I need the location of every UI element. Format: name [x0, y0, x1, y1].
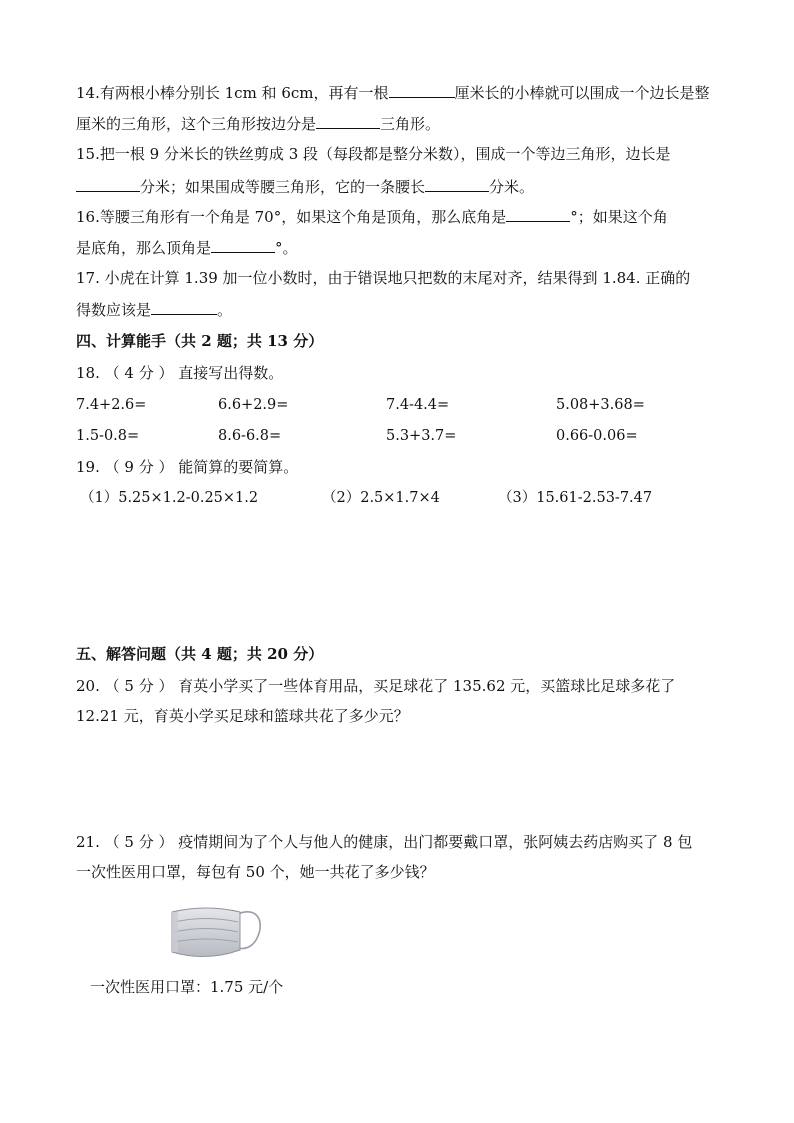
- q21-line2: 一次性医用口罩，每包有 50 个，她一共花了多少钱？: [76, 863, 435, 881]
- mask-price-caption: 一次性医用口罩：1.75 元/个: [90, 978, 284, 996]
- q18-r1-c4: 5.08+3.68=: [556, 397, 645, 413]
- q14-text-d: 三角形。: [380, 115, 441, 133]
- q14-blank-2[interactable]: [316, 113, 380, 129]
- face-mask-icon: [166, 900, 266, 966]
- q15-blank-2[interactable]: [425, 176, 489, 192]
- q20-line1: 20. （ 5 分 ） 育英小学买了一些体育用品，买足球花了 135.62 元，买篮球比足球多花了: [76, 677, 676, 695]
- q16-blank-1[interactable]: [506, 206, 570, 222]
- q18-r2-c1: 1.5-0.8=: [76, 428, 140, 444]
- q15-line2: [76, 176, 534, 197]
- q16-line1: [76, 206, 668, 227]
- q19-item-3: （3）15.61-2.53-7.47: [498, 490, 653, 506]
- q18-r2-c2: 8.6-6.8=: [218, 428, 282, 444]
- q19-item-1: （1）5.25×1.2-0.25×1.2: [80, 490, 259, 506]
- q16-line2: [76, 237, 298, 258]
- q17-blank[interactable]: [151, 299, 217, 315]
- q14-line2: [76, 113, 440, 134]
- q15-blank-1[interactable]: [76, 176, 140, 192]
- q18-r2-c4: 0.66-0.06=: [556, 428, 638, 444]
- q18-r1-c3: 7.4-4.4=: [386, 397, 450, 413]
- q15-text-c: 分米。: [489, 178, 535, 196]
- q14-blank-1[interactable]: [389, 82, 455, 98]
- q16-text-a: 16.等腰三角形有一个角是 70°，如果这个角是顶角，那么底角是: [76, 208, 507, 226]
- q15-text-b: 分米；如果围成等腰三角形，它的一条腰长: [140, 178, 426, 196]
- q14-text-a: 14.有两根小棒分别长 1cm 和 6cm，再有一根: [76, 84, 389, 102]
- q17-line1: [76, 268, 690, 288]
- q16-text-d: °。: [275, 239, 298, 257]
- q18-r1-c2: 6.6+2.9=: [218, 397, 289, 413]
- q16-blank-2[interactable]: [211, 237, 275, 253]
- q14-text-c: 厘米的三角形，这个三角形按边分是: [76, 115, 317, 133]
- q14-line1: [76, 82, 710, 103]
- q21-line1: 21. （ 5 分 ） 疫情期间为了个人与他人的健康，出门都要戴口罩，张阿姨去药店购买了 8 包: [76, 833, 693, 851]
- q17-text-a: 17. 小虎在计算 1.39 加一位小数时，由于错误地只把数的末尾对齐，结果得到 1.84. 正确的: [76, 269, 691, 287]
- q16-text-c: 是底角，那么顶角是: [76, 239, 212, 257]
- q19-title: 19. （ 9 分 ） 能简算的要简算。: [76, 458, 299, 476]
- q15-line1: [76, 144, 671, 164]
- q17-text-b: 得数应该是: [76, 301, 152, 319]
- q15-text-a: 15.把一根 9 分米长的铁丝剪成 3 段（每段都是整分米数），围成一个等边三角形，边长是: [76, 145, 671, 163]
- section5-title: 五、解答问题（共 4 题；共 20 分）: [76, 645, 324, 663]
- q16-text-b: °；如果这个角: [570, 208, 668, 226]
- q19-item-2: （2）2.5×1.7×4: [322, 490, 440, 506]
- q17-line2: [76, 299, 232, 320]
- q18-title: 18. （ 4 分 ） 直接写出得数。: [76, 364, 284, 382]
- q18-r1-c1: 7.4+2.6=: [76, 397, 147, 413]
- q18-r2-c3: 5.3+3.7=: [386, 428, 457, 444]
- q14-text-b: 厘米长的小棒就可以围成一个边长是整: [454, 84, 710, 102]
- section4-title: 四、计算能手（共 2 题；共 13 分）: [76, 332, 324, 350]
- q17-text-c: 。: [217, 301, 233, 319]
- q20-line2: 12.21 元，育英小学买足球和篮球共花了多少元？: [76, 707, 409, 725]
- face-mask-image: [166, 900, 266, 966]
